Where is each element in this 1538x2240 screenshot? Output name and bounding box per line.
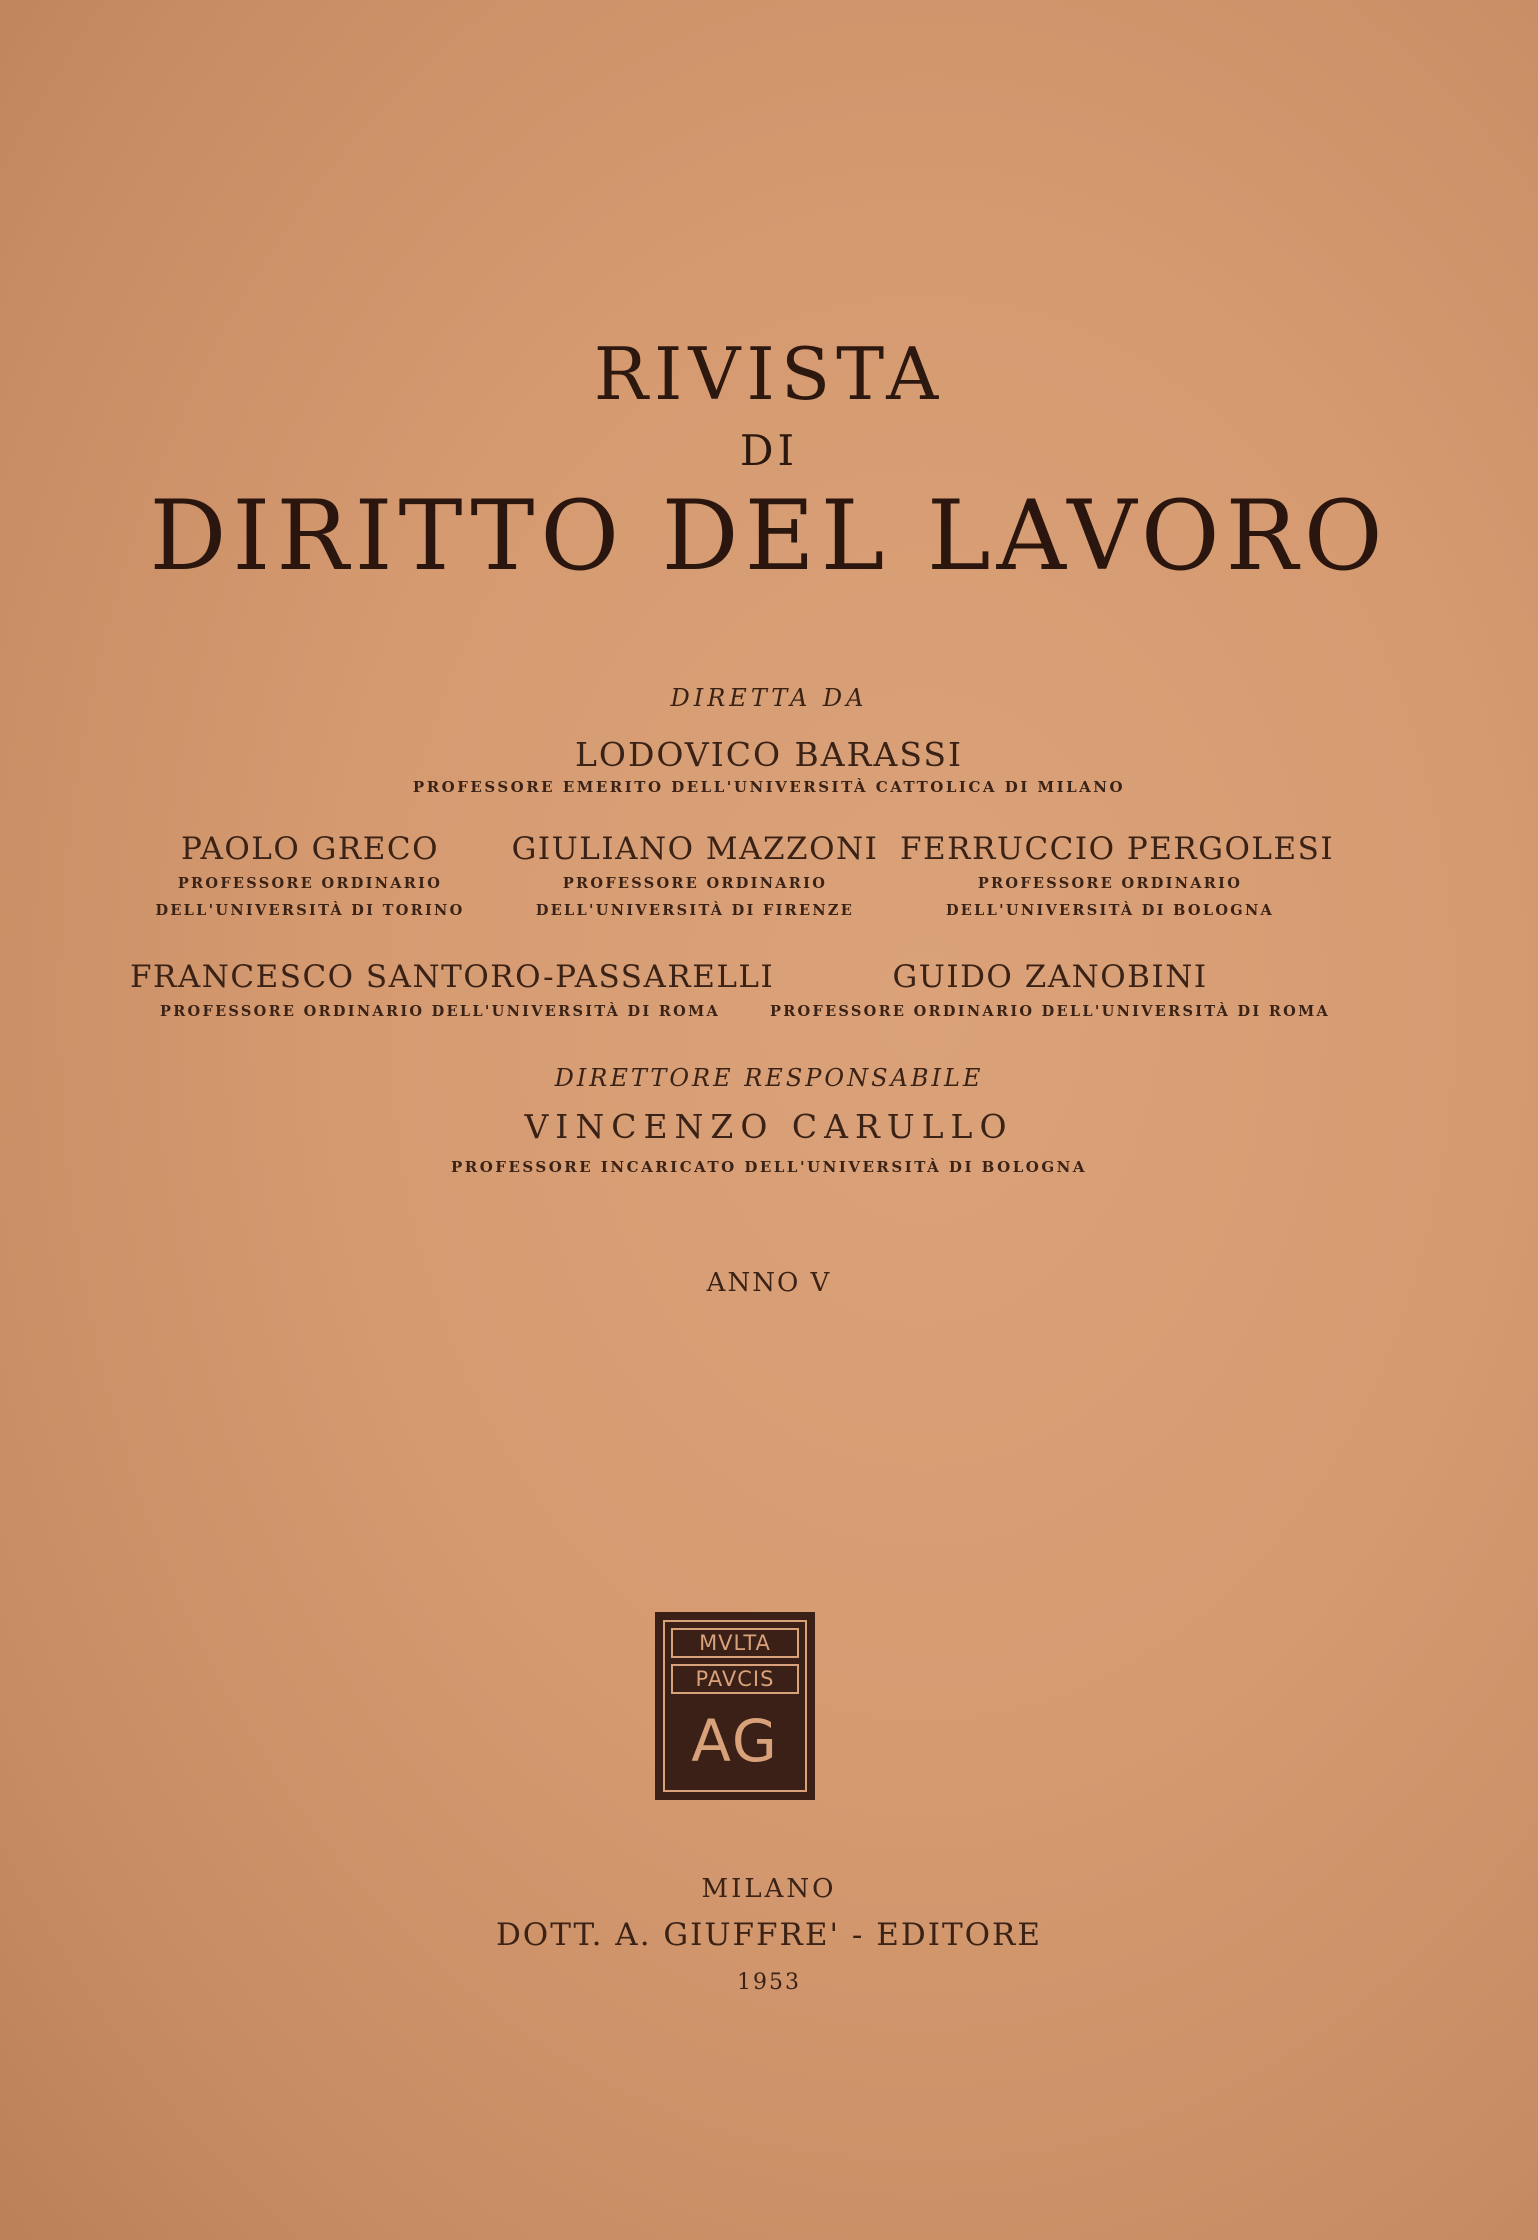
editor-name: GUIDO ZANOBINI (892, 959, 1208, 995)
journal-title-line2: DI (739, 426, 799, 475)
directed-by-label: DIRETTA DA (670, 684, 868, 712)
editor-title-line1: PROFESSORE ORDINARIO (977, 875, 1243, 892)
publisher-logo (655, 1612, 815, 1800)
director-title: PROFESSORE EMERITO DELL'UNIVERSITÀ CATTOLICA DI MILANO (412, 778, 1126, 796)
responsible-director-title: PROFESSORE INCARICATO DELL'UNIVERSITÀ DI BOLOGNA (451, 1158, 1087, 1176)
editor-santoro-passarelli (130, 959, 775, 1020)
editor-name: FRANCESCO SANTORO-PASSARELLI (130, 959, 775, 995)
journal-title-line1: RIVISTA (593, 332, 945, 416)
editor-zanobini (760, 959, 1340, 1020)
editor-name: FERRUCCIO PERGOLESI (900, 831, 1335, 867)
logo-monogram: AG (691, 1707, 779, 1775)
responsible-director-label: DIRETTORE RESPONSABILE (554, 1064, 984, 1092)
logo-frame (663, 1620, 807, 1792)
editor-title: PROFESSORE ORDINARIO DELL'UNIVERSITÀ DI ROMA (769, 1003, 1331, 1020)
imprint-publisher: DOTT. A. GIUFFRE' - EDITORE (495, 1917, 1043, 1953)
volume-year: ANNO V (706, 1268, 832, 1298)
editor-title-line2: DELL'UNIVERSITÀ DI BOLOGNA (945, 901, 1275, 919)
editor-name: PAOLO GRECO (180, 831, 440, 867)
imprint-year: 1953 (737, 1970, 801, 1995)
imprint-city: MILANO (701, 1874, 837, 1904)
editor-title-line2: DELL'UNIVERSITÀ DI FIRENZE (535, 901, 855, 919)
editor-name: GIULIANO MAZZONI (511, 831, 879, 867)
responsible-director-name: VINCENZO CARULLO (524, 1107, 1014, 1146)
logo-motto-line1: MVLTA (671, 1628, 799, 1658)
editor-mazzoni (510, 831, 880, 919)
editor-title-line2: DELL'UNIVERSITÀ DI TORINO (155, 901, 465, 919)
journal-title-line3: DIRITTO DEL LAVORO (149, 480, 1389, 592)
editor-pergolesi (900, 831, 1335, 919)
logo-motto-line2: PAVCIS (671, 1664, 799, 1694)
editor-title: PROFESSORE ORDINARIO DELL'UNIVERSITÀ DI ROMA (159, 1003, 721, 1020)
editor-title-line1: PROFESSORE ORDINARIO (177, 875, 443, 892)
director-name: LODOVICO BARASSI (575, 735, 963, 774)
editor-title-line1: PROFESSORE ORDINARIO (562, 875, 828, 892)
editor-greco (150, 831, 470, 919)
